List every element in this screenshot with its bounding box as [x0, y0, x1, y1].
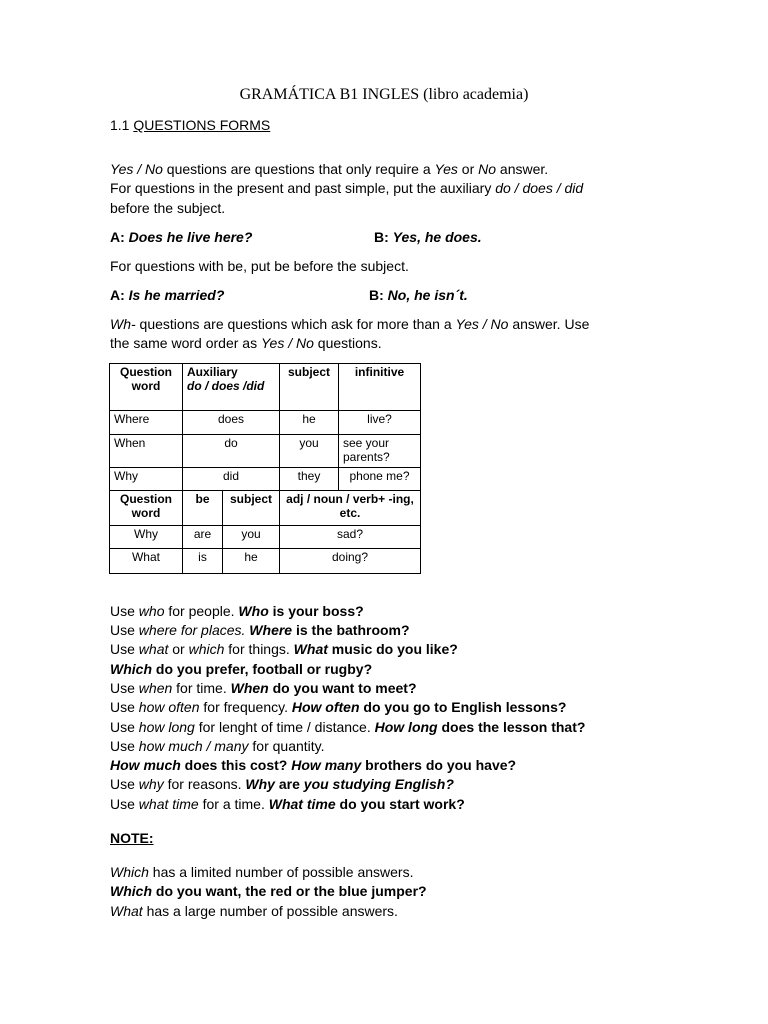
t: does this cost? [180, 757, 292, 773]
t: do / does /did [187, 379, 265, 393]
t: does the lesson that? [437, 719, 586, 735]
t: What [110, 903, 143, 919]
t: How long [374, 719, 438, 735]
table-cell-split [183, 549, 280, 574]
t: Why [245, 776, 275, 792]
table-cell: do [183, 435, 280, 468]
example-1-b [374, 228, 482, 247]
t: How often [291, 699, 360, 715]
t: Where [249, 622, 293, 638]
table-row [110, 468, 421, 491]
t: No, he isn´t. [387, 287, 468, 303]
t: for reasons. [163, 776, 246, 792]
table-row [110, 549, 421, 574]
t: B: [369, 287, 388, 303]
t: What time [268, 796, 336, 812]
t: questions are questions which ask for more than a [135, 316, 456, 332]
table-cell: does [183, 411, 280, 435]
t: Is he married? [128, 287, 225, 303]
t: for lenght of time / distance. [194, 719, 375, 735]
t: Use [110, 622, 139, 638]
table-header: subject [229, 492, 272, 506]
t: music do you like? [327, 641, 458, 657]
t: Yes / No [110, 161, 163, 177]
t: or [457, 161, 479, 177]
use-how-often [110, 698, 566, 717]
example-1-a [110, 228, 252, 247]
t: For questions in the present and past simple, put the auxiliary [110, 180, 496, 196]
table-cell: When [110, 435, 183, 468]
split-row [183, 549, 279, 573]
t: for quantity. [248, 738, 325, 754]
t: Yes / No [260, 335, 314, 351]
t: which [188, 641, 225, 657]
table-cell: Where [110, 411, 183, 435]
use-which-example [110, 660, 372, 679]
t: A: [110, 229, 129, 245]
t: What [293, 641, 328, 657]
t: Yes [434, 161, 458, 177]
t: the same word order as [110, 335, 261, 351]
t: is your boss? [268, 603, 364, 619]
table-header: be [183, 491, 223, 525]
t: No [478, 161, 497, 177]
table-cell: What [110, 549, 183, 574]
t: Which [110, 883, 152, 899]
use-what-which [110, 640, 458, 659]
t: Use [110, 699, 139, 715]
table-cell: Why [110, 468, 183, 491]
t: Use [110, 641, 139, 657]
wh-line-1 [110, 315, 589, 334]
table-header: Question word [110, 364, 183, 411]
split-row [183, 491, 279, 525]
t: B: [374, 229, 393, 245]
t: for things. [224, 641, 294, 657]
note-line-1 [110, 863, 413, 882]
t: is the bathroom? [292, 622, 410, 638]
t: when [138, 680, 173, 696]
table-header: infinitive [339, 364, 421, 411]
example-2-b [369, 286, 468, 305]
intro-line-2 [110, 179, 583, 198]
split-table [183, 549, 279, 573]
t: do you want, the red or the blue jumper? [152, 883, 427, 899]
table-cell: did [183, 468, 280, 491]
use-how-much [110, 737, 325, 756]
use-why [110, 775, 454, 794]
table-header [183, 364, 280, 411]
t: Does he live here? [128, 229, 253, 245]
example-2-a [110, 286, 224, 305]
use-when [110, 679, 417, 698]
use-who [110, 602, 364, 621]
table-cell: sad? [280, 526, 421, 549]
table-cell: he [280, 411, 339, 435]
table-row [110, 411, 421, 435]
t: what [138, 641, 169, 657]
t: Which [110, 864, 149, 880]
section-number: 1.1 [110, 117, 130, 133]
split-table [183, 526, 279, 548]
table-cell: you [280, 435, 339, 468]
t: Use [110, 603, 139, 619]
t: Wh- [110, 316, 136, 332]
section-heading [110, 116, 270, 135]
table-row [110, 435, 421, 468]
t: for frequency. [199, 699, 292, 715]
t: has a limited number of possible answers. [148, 864, 414, 880]
split-table [183, 491, 279, 525]
t: do you prefer, football or rugby? [152, 661, 373, 677]
table-header: Question word [110, 491, 183, 526]
t: for a time. [198, 796, 269, 812]
t: how much / many [138, 738, 249, 754]
table-header-row [110, 491, 421, 526]
t: do you want to meet? [268, 680, 417, 696]
table-cell: are [183, 526, 223, 548]
page-title: GRAMÁTICA B1 INGLES (libro academia) [239, 86, 529, 103]
table-cell: see your parents? [339, 435, 421, 468]
t: why [138, 776, 164, 792]
table-cell: is [183, 549, 223, 573]
table-cell: you [241, 527, 261, 541]
table-header: subject [280, 364, 339, 411]
use-what-time [110, 795, 465, 814]
t: How much [110, 757, 181, 773]
table-cell: he [244, 550, 258, 564]
t: for people. [164, 603, 239, 619]
t: what time [138, 796, 199, 812]
table-header: adj / noun / verb+ -ing, etc. [280, 491, 421, 526]
table-header-row [110, 364, 421, 411]
table-row [110, 526, 421, 549]
use-how-much-example [110, 756, 516, 775]
t: do / does / did [495, 180, 584, 196]
t: Which [110, 661, 152, 677]
t: do you go to English lessons? [359, 699, 567, 715]
be-rule: For questions with be, put be before the subject. [110, 258, 409, 274]
t: you studying English? [303, 776, 454, 792]
section-name: QUESTIONS FORMS [133, 117, 271, 133]
t: Auxiliary [187, 365, 238, 379]
split-row [183, 526, 279, 548]
t: do you start work? [335, 796, 465, 812]
t: or [168, 641, 189, 657]
t: Use [110, 796, 139, 812]
t: Use [110, 719, 139, 735]
t: are [274, 776, 304, 792]
t: Yes, he does. [392, 229, 482, 245]
t: how often [138, 699, 200, 715]
t: where for places. [138, 622, 246, 638]
note-line-3 [110, 902, 398, 921]
table-cell: Why [110, 526, 183, 549]
use-where [110, 621, 410, 640]
table-cell: doing? [280, 549, 421, 574]
note-line-2 [110, 882, 427, 901]
table-cell: they [280, 468, 339, 491]
t: Use [110, 738, 139, 754]
t: answer. Use [508, 316, 590, 332]
table-cell-split [183, 526, 280, 549]
note-heading: NOTE: [110, 830, 154, 846]
use-how-long [110, 718, 585, 737]
table-header-split [183, 491, 280, 526]
wh-line-2 [110, 334, 382, 353]
intro-line-1 [110, 160, 548, 179]
t: who [138, 603, 165, 619]
t: for time. [172, 680, 231, 696]
t: how long [138, 719, 195, 735]
t: brothers do you have? [361, 757, 517, 773]
grammar-table [109, 363, 421, 574]
table-cell: phone me? [339, 468, 421, 491]
t: answer. [496, 161, 549, 177]
t: Who [238, 603, 269, 619]
t: Use [110, 680, 139, 696]
t: has a large number of possible answers. [142, 903, 398, 919]
t: When [230, 680, 269, 696]
t: Use [110, 776, 139, 792]
t: questions are questions that only require a [162, 161, 435, 177]
t: Yes / No [455, 316, 509, 332]
t: questions. [313, 335, 382, 351]
t: How many [291, 757, 362, 773]
t: A: [110, 287, 129, 303]
table-cell: live? [339, 411, 421, 435]
intro-line-3: before the subject. [110, 200, 226, 216]
